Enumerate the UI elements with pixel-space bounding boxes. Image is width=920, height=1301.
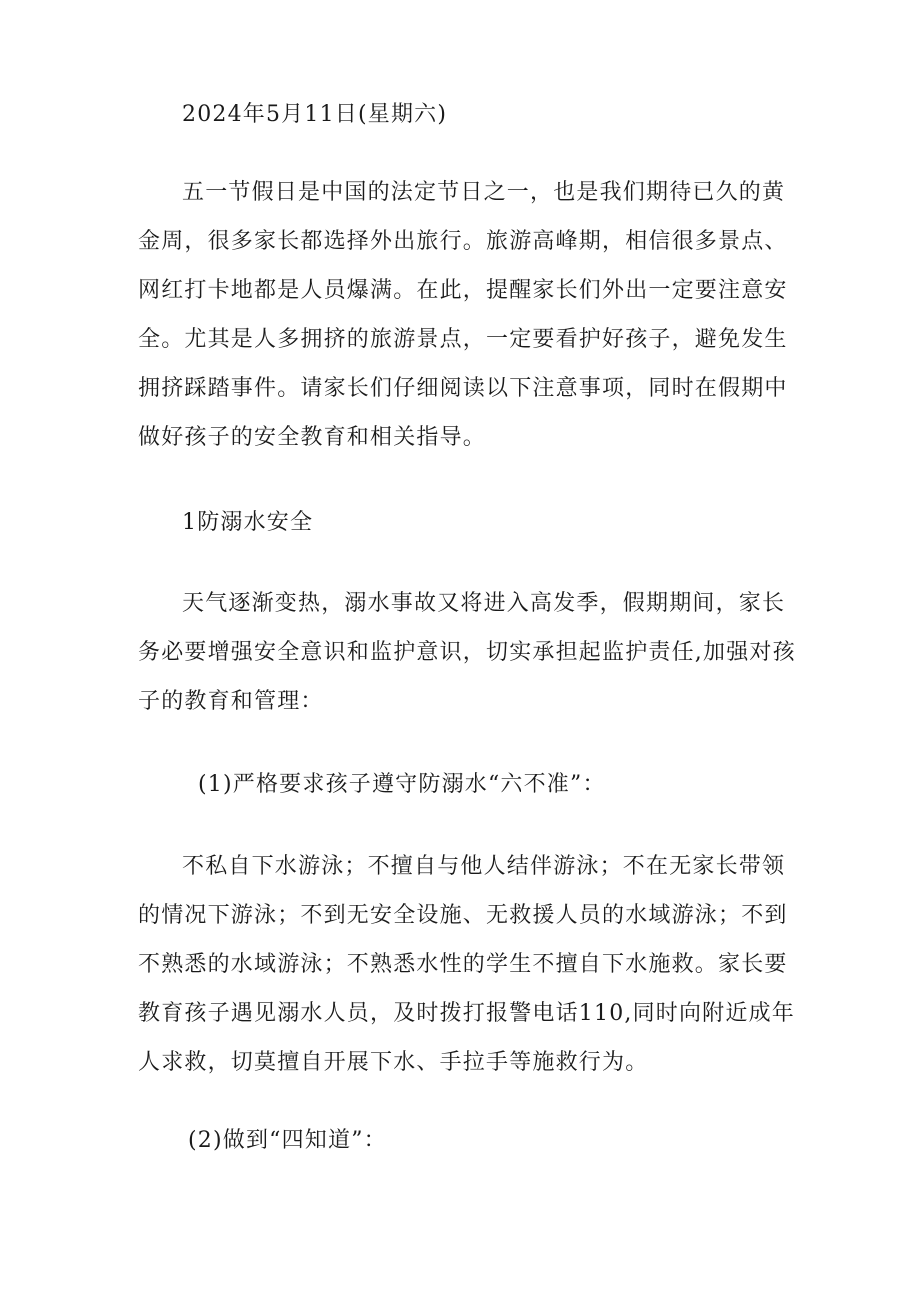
paragraph-line: 金周，很多家长都选择外出旅行。旅游高峰期，相信很多景点、 <box>138 229 788 254</box>
paragraph-line: 不私自下水游泳；不擅自与他人结伴游泳；不在无家长带领 <box>182 854 786 879</box>
item2-heading: (2)做到“四知道”： <box>188 1128 387 1153</box>
paragraph-line: 子的教育和管理： <box>138 689 324 714</box>
paragraph-line: 做好孩子的安全教育和相关指导。 <box>138 425 487 450</box>
paragraph-line: 拥挤踩踏事件。请家长们仔细阅读以下注意事项，同时在假期中 <box>138 376 788 401</box>
paragraph-line: 的情况下游泳；不到无安全设施、无救援人员的水域游泳；不到 <box>138 903 788 928</box>
paragraph-line: 天气逐渐变热，溺水事故又将进入高发季，假期期间，家长 <box>182 591 786 616</box>
paragraph-line: 人求救，切莫擅自开展下水、手拉手等施救行为。 <box>138 1050 649 1075</box>
paragraph-line: 网红打卡地都是人员爆满。在此，提醒家长们外出一定要注意安 <box>138 278 788 303</box>
paragraph-line: 务必要增强安全意识和监护意识，切实承担起监护责任,加强对孩 <box>138 640 796 665</box>
item1-heading: (1)严格要求孩子遵守防溺水“六不准”： <box>198 772 606 797</box>
paragraph-line: 不熟悉的水域游泳；不熟悉水性的学生不擅自下水施救。家长要 <box>138 952 788 977</box>
paragraph-line: 全。尤其是人多拥挤的旅游景点，一定要看护好孩子，避免发生 <box>138 327 788 352</box>
paragraph-line: 五一节假日是中国的法定节日之一，也是我们期待已久的黄 <box>182 180 786 205</box>
section-heading: 1防溺水安全 <box>182 510 314 535</box>
document-date: 2024年5月11日(星期六) <box>182 102 448 127</box>
paragraph-line: 教育孩子遇见溺水人员，及时拨打报警电话110,同时向附近成年 <box>138 1001 795 1026</box>
